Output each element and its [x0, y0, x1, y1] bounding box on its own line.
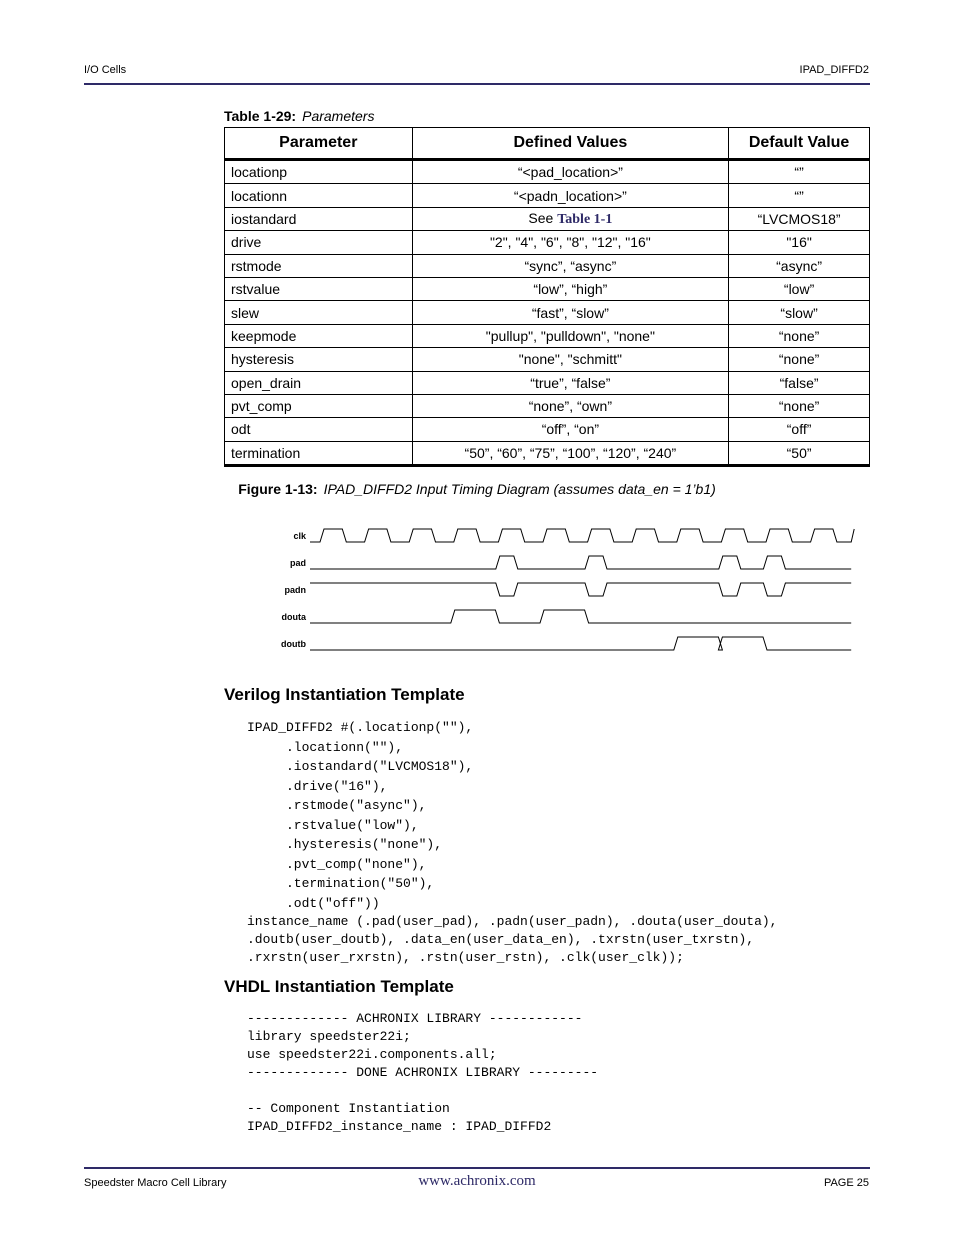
param-name: iostandard [225, 207, 413, 230]
default-value: “off” [729, 418, 870, 441]
param-name: open_drain [225, 371, 413, 394]
default-value: “none” [729, 348, 870, 371]
defined-values: "none", "schmitt" [412, 348, 729, 371]
table-row [225, 301, 870, 324]
code-line: .termination("50"), [247, 876, 435, 891]
param-name: termination [225, 441, 413, 465]
defined-values: "2", "4", "6", "8", "12", "16" [412, 231, 729, 254]
param-name: rstvalue [225, 277, 413, 300]
table-title: Parameters [302, 108, 375, 124]
param-name: locationp [225, 160, 413, 184]
code-line: .rstvalue("low"), [247, 817, 419, 833]
code-line: .doutb(user_doutb), .data_en(user_data_en), .txrstn(user_txrstn), [247, 932, 755, 947]
footer-rule [84, 1167, 870, 1169]
verilog-heading: Verilog Instantiation Template [224, 685, 465, 704]
signal-label-clk: clk [293, 531, 306, 541]
default-value: “false” [729, 371, 870, 394]
code-line: IPAD_DIFFD2 #(.locationp(""), [247, 720, 474, 735]
default-value: “50” [729, 441, 870, 465]
footer-doc-title: Speedster Macro Cell Library [84, 1177, 227, 1189]
table-row [225, 371, 870, 394]
table-row [225, 184, 870, 207]
defined-values: “50”, “60”, “75”, “100”, “120”, “240” [412, 441, 729, 465]
default-value: “none” [729, 394, 870, 417]
table-1-1-link[interactable]: Table 1-1 [557, 211, 613, 227]
code-line: ------------- DONE ACHRONIX LIBRARY --------- [247, 1065, 599, 1080]
signal-label-pad: pad [289, 558, 306, 568]
default-value: "16" [729, 231, 870, 254]
signal-label-padn: padn [284, 585, 306, 595]
defined-values: “<padn_location>” [412, 184, 729, 207]
defined-values: “sync”, “async” [412, 254, 729, 277]
default-value: “low” [729, 277, 870, 300]
code-line [247, 1082, 598, 1100]
header-section-title: I/O Cells [84, 64, 127, 76]
default-value: “” [729, 160, 870, 184]
param-name: drive [225, 231, 413, 254]
code-line: library speedster22i; [247, 1029, 411, 1044]
table-caption [224, 108, 374, 124]
code-line: .odt("off")) [247, 895, 380, 911]
param-name: keepmode [225, 324, 413, 347]
footer-website-link[interactable]: www.achronix.com [418, 1173, 536, 1189]
table-row [225, 348, 870, 371]
timing-diagram [270, 522, 870, 662]
code-line: .iostandard("LVCMOS18"), [247, 759, 474, 774]
default-value: “async” [729, 254, 870, 277]
figure-label: Figure 1-13: [238, 481, 318, 497]
table-row [225, 160, 870, 184]
param-name: pvt_comp [225, 394, 413, 417]
param-name: slew [225, 301, 413, 324]
code-line: instance_name (.pad(user_pad), .padn(user_padn), .douta(user_douta), [247, 914, 778, 929]
waveform-clk [310, 529, 854, 542]
header-rule [84, 83, 870, 85]
code-line: .locationn(""), [247, 739, 404, 755]
vhdl-heading: VHDL Instantiation Template [224, 977, 454, 996]
default-value: “slow” [729, 301, 870, 324]
param-name: rstmode [225, 254, 413, 277]
table-row [225, 277, 870, 300]
table-row [225, 394, 870, 417]
column-header: Parameter [225, 128, 413, 160]
code-line: use speedster22i.components.all; [247, 1047, 497, 1062]
defined-values: “none”, “own” [412, 394, 729, 417]
defined-values: "pullup", "pulldown", "none" [412, 324, 729, 347]
table-row [225, 418, 870, 441]
column-header: Default Value [729, 128, 870, 160]
xref-prefix: See [528, 209, 554, 226]
code-line: .drive("16"), [247, 778, 388, 794]
footer-page-number: PAGE 25 [823, 1177, 869, 1189]
vhdl-code-block [247, 1010, 598, 1136]
param-name: hysteresis [225, 348, 413, 371]
table-row [225, 441, 870, 465]
figure-title: IPAD_DIFFD2 Input Timing Diagram (assumes data_en = 1’b1) [323, 481, 716, 497]
code-line: .rxrstn(user_rxrstn), .rstn(user_rstn), .clk(user_clk)); [247, 950, 684, 965]
table-row [225, 231, 870, 254]
defined-values: “off”, “on” [412, 418, 729, 441]
parameters-table [224, 127, 870, 467]
waveform-doutb [310, 637, 851, 650]
table-row [225, 254, 870, 277]
column-header: Defined Values [412, 128, 729, 160]
defined-values: “low”, “high” [412, 277, 729, 300]
defined-values: “<pad_location>” [412, 160, 729, 184]
defined-values [412, 207, 729, 230]
code-line: .rstmode("async"), [247, 798, 427, 813]
table-row [225, 324, 870, 347]
defined-values: “true”, “false” [412, 371, 729, 394]
code-line: ------------- ACHRONIX LIBRARY ------------ [247, 1011, 583, 1026]
verilog-code-block [247, 718, 778, 967]
code-line: IPAD_DIFFD2_instance_name : IPAD_DIFFD2 [247, 1119, 552, 1134]
code-line: .pvt_comp("none"), [247, 856, 427, 872]
waveform-douta [310, 610, 851, 623]
signal-label-doutb: doutb [281, 639, 306, 649]
waveform-pad [310, 556, 851, 569]
signal-label-douta: douta [281, 612, 306, 622]
default-value: “” [729, 184, 870, 207]
waveform-padn [310, 583, 851, 596]
table-header-row [225, 128, 870, 160]
defined-values: “fast”, “slow” [412, 301, 729, 324]
table-label: Table 1-29: [224, 108, 297, 124]
default-value: “LVCMOS18” [729, 207, 870, 230]
table-row [225, 207, 870, 230]
code-line: .hysteresis("none"), [247, 837, 443, 852]
header-cell-name: IPAD_DIFFD2 [799, 64, 869, 76]
default-value: “none” [729, 324, 870, 347]
code-line: -- Component Instantiation [247, 1101, 450, 1116]
param-name: odt [225, 418, 413, 441]
param-name: locationn [225, 184, 413, 207]
figure-caption [0, 481, 954, 497]
